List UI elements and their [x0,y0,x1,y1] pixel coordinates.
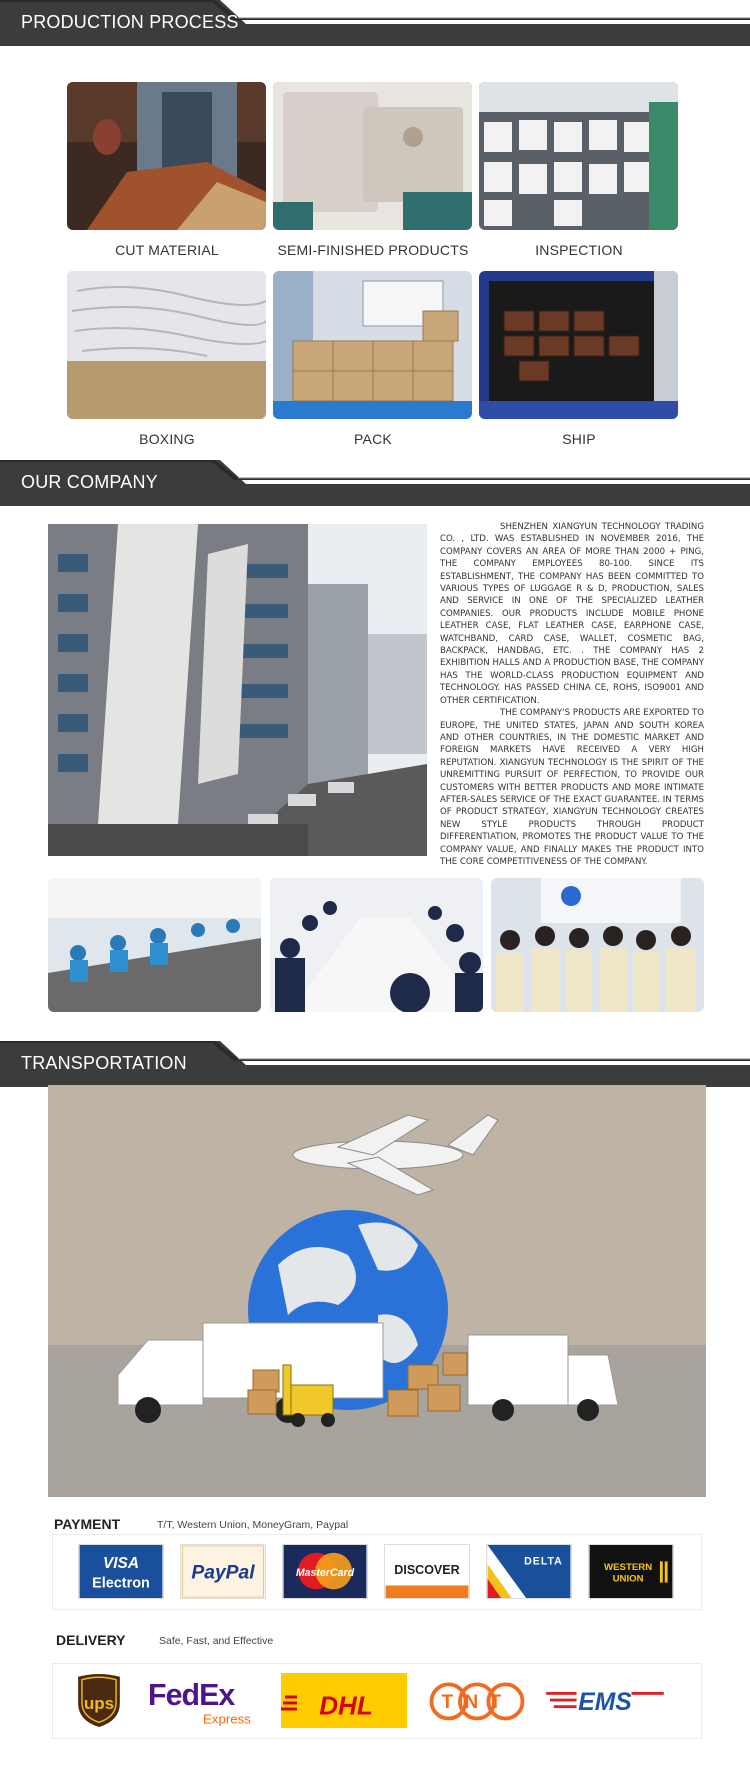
section-header-transportation [0,1041,750,1087]
paypal-logo [180,1544,266,1599]
company-description [440,521,704,868]
delivery-logo-row [52,1663,702,1739]
svg-text:UNION: UNION [612,1573,644,1585]
caption-boxing: BOXING [139,431,195,447]
payment-logo-row [52,1534,702,1610]
caption-ship: SHIP [562,431,596,447]
section-header-company [0,460,750,506]
svg-text:PayPal: PayPal [191,1562,255,1584]
section-title: TRANSPORTATION [21,1053,187,1073]
tnt-logo [425,1673,529,1728]
svg-text:TNT: TNT [441,1692,513,1714]
illustration-logistics [48,1085,706,1497]
payment-label: PAYMENT [54,1516,121,1532]
caption-cut-material: CUT MATERIAL [115,242,219,258]
payment-description: T/T, Western Union, MoneyGram, Paypal [157,1519,349,1531]
photo-meeting [270,878,483,1012]
caption-semi-finished: SEMI-FINISHED PRODUCTS [277,242,469,258]
dhl-logo [281,1673,407,1728]
svg-text:EMS: EMS [578,1688,632,1716]
delivery-description: Safe, Fast, and Effective [159,1635,274,1647]
mastercard-logo [282,1544,368,1599]
photo-cut-material [67,82,266,230]
svg-text:FedEx: FedEx [148,1679,235,1713]
photo-factory-workers [48,878,261,1012]
fedex-logo [143,1673,263,1728]
photo-inspection [479,82,678,230]
company-paragraph-2: THE COMPANY'S PRODUCTS ARE EXPORTED TO EUROPE, THE UNITED STATES, JAPAN AND SOUTH KOREA AND OTHER COUNTRIES, IN THE DOMESTIC MARKET AND FOREIGN MARKETS HAVE RECEIVED A VERY HIGH REPUTATION. XIANGYUN TECHNOLOGY IS THE SPIRIT OF THE UNREMITTING PURSUIT OF PERFECTION, TO PROVIDE OUR CUSTOMERS WITH BETTER PRODUCTS AND MORE INTIMATE AFTER-SALES SERVICE OF THE EXACT GUARANTEE. IN TERMS OF PRODUCT STRATEGY, XIANGYUN TECHNOLOGY CREATES NEW STYLE PRODUCTS THROUGH PRODUCT DIFFERENTIATION, PROMOTES THE PRODUCT VALUE TO THE COMPANY VALUE, AND FINALLY MAKES THE PRODUCT INTO THE CORE COMPETITIVENESS OF THE COMPANY. [440,708,704,867]
ups-logo [71,1673,127,1728]
svg-text:DELTA: DELTA [524,1555,563,1568]
svg-text:WESTERN: WESTERN [604,1562,653,1574]
svg-text:ups: ups [83,1694,115,1714]
section-header-production [0,0,750,46]
caption-pack: PACK [354,431,392,447]
visa-electron-logo [78,1544,164,1599]
section-title: PRODUCTION PROCESS [21,12,239,32]
svg-text:DHL: DHL [319,1690,373,1721]
ems-logo [543,1673,667,1728]
delivery-label: DELIVERY [56,1632,126,1648]
western-union-logo [588,1544,674,1599]
photo-semi-finished [273,82,472,230]
svg-text:Electron: Electron [92,1575,150,1592]
photo-company-building [48,524,427,856]
svg-text:VISA: VISA [103,1555,139,1573]
svg-text:MasterCard: MasterCard [295,1566,355,1579]
section-title: OUR COMPANY [21,472,158,492]
company-paragraph-1: SHENZHEN XIANGYUN TECHNOLOGY TRADING CO. , LTD. WAS ESTABLISHED IN NOVEMBER 2016, THE COMPANY COVERS AN AREA OF MORE THAN 2000 + PING, THE COMPANY EMPLOYEES 80-100. SINCE ITS ESTABLISHMENT, THE COMPANY HAS BEEN COMMITTED TO VARIOUS TYPES OF LUGGAGE R & D, PRODUCTION, SALES AND SERVICE IN ONE OF THE SPECIALIZED LEATHER COMPANIES. OUR PRODUCTS INCLUDE MOBILE PHONE LEATHER CASE, FLAT LEATHER CASE, EARPHONE CASE, WATCHBAND, CARD CASE, WALLET, COSMETIC BAG, BACKPACK, HANDBAG, ETC. . THE COMPANY HAS 2 EXHIBITION HALLS AND A PRODUCTION BASE, THE COMPANY HAS THE WORLD-CLASS PRODUCTION EQUIPMENT AND TECHNOLOGY. HAS PASSED CHINA CE, ROHS, ISO9001 AND OTHER CERTIFICATION. [440,522,704,706]
svg-text:Express: Express [203,1711,251,1727]
photo-boxing [67,271,266,419]
caption-inspection: INSPECTION [535,242,623,258]
photo-team [491,878,704,1012]
svg-text:DISCOVER: DISCOVER [394,1562,460,1577]
delta-logo [486,1544,572,1599]
photo-pack [273,271,472,419]
discover-logo [384,1544,470,1599]
photo-ship [479,271,678,419]
